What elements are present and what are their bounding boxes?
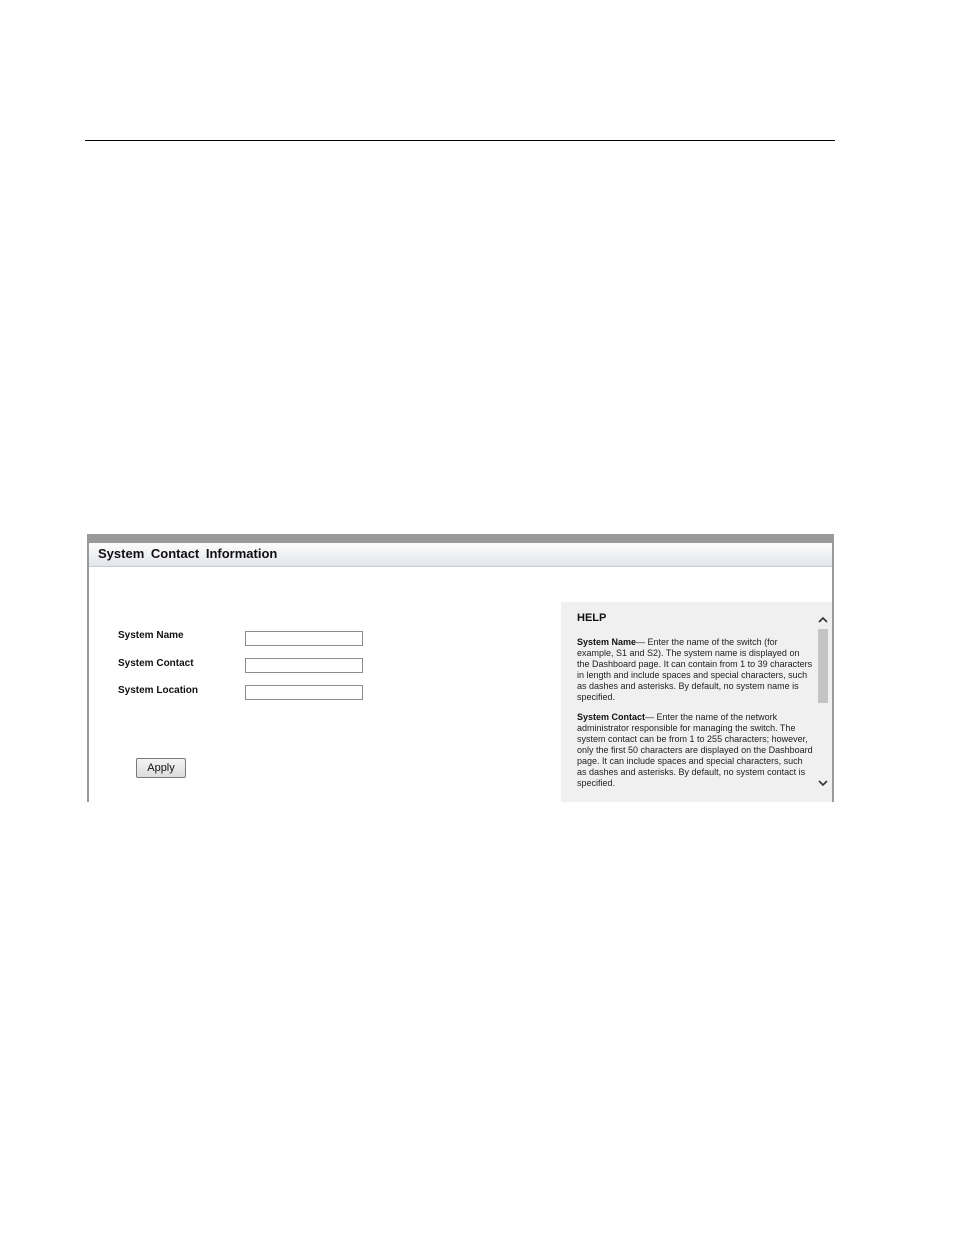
system-location-input[interactable]	[245, 685, 363, 700]
system-contact-input[interactable]	[245, 658, 363, 673]
system-name-label: System Name	[118, 630, 184, 641]
help-content	[577, 612, 813, 797]
system-location-label: System Location	[118, 685, 199, 696]
help-title: HELP	[577, 612, 607, 624]
help-panel	[561, 602, 832, 802]
system-contact-label: System Contact	[118, 658, 194, 669]
scroll-track[interactable]	[818, 629, 828, 771]
system-name-input[interactable]	[245, 631, 363, 646]
help-text: — Enter the name of the network administrator responsible for managing the switch. The system contact can be from 1 to 255 characters; however, only the first 50 characters are displayed on the Dashboard page. It can include spaces and special characters, such as dashes and asterisks. By default, no system contact is specified.	[577, 711, 813, 789]
panel-header	[89, 543, 832, 567]
apply-button[interactable]: Apply	[136, 758, 186, 778]
panel-top-bar	[87, 534, 834, 543]
help-section-system-contact	[577, 712, 813, 790]
help-text: — Enter the name of the switch (for example, S1 and S2). The system name is displayed on the Dashboard page. It can contain from 1 to 39 characters in length and include spaces and special characters, such as dashes and asterisks. By default, no system name is specified.	[577, 637, 813, 703]
help-term: System Name	[577, 637, 637, 647]
page-header-rule	[85, 140, 835, 141]
scroll-thumb[interactable]	[818, 629, 828, 703]
panel-title: System Contact Information	[98, 546, 278, 561]
chevron-down-icon[interactable]	[817, 776, 829, 788]
chevron-up-icon[interactable]	[817, 613, 829, 625]
help-section-system-name	[577, 637, 813, 704]
system-contact-panel	[87, 534, 834, 802]
help-term: System Contact	[577, 711, 646, 722]
help-scrollbar[interactable]	[816, 610, 830, 792]
